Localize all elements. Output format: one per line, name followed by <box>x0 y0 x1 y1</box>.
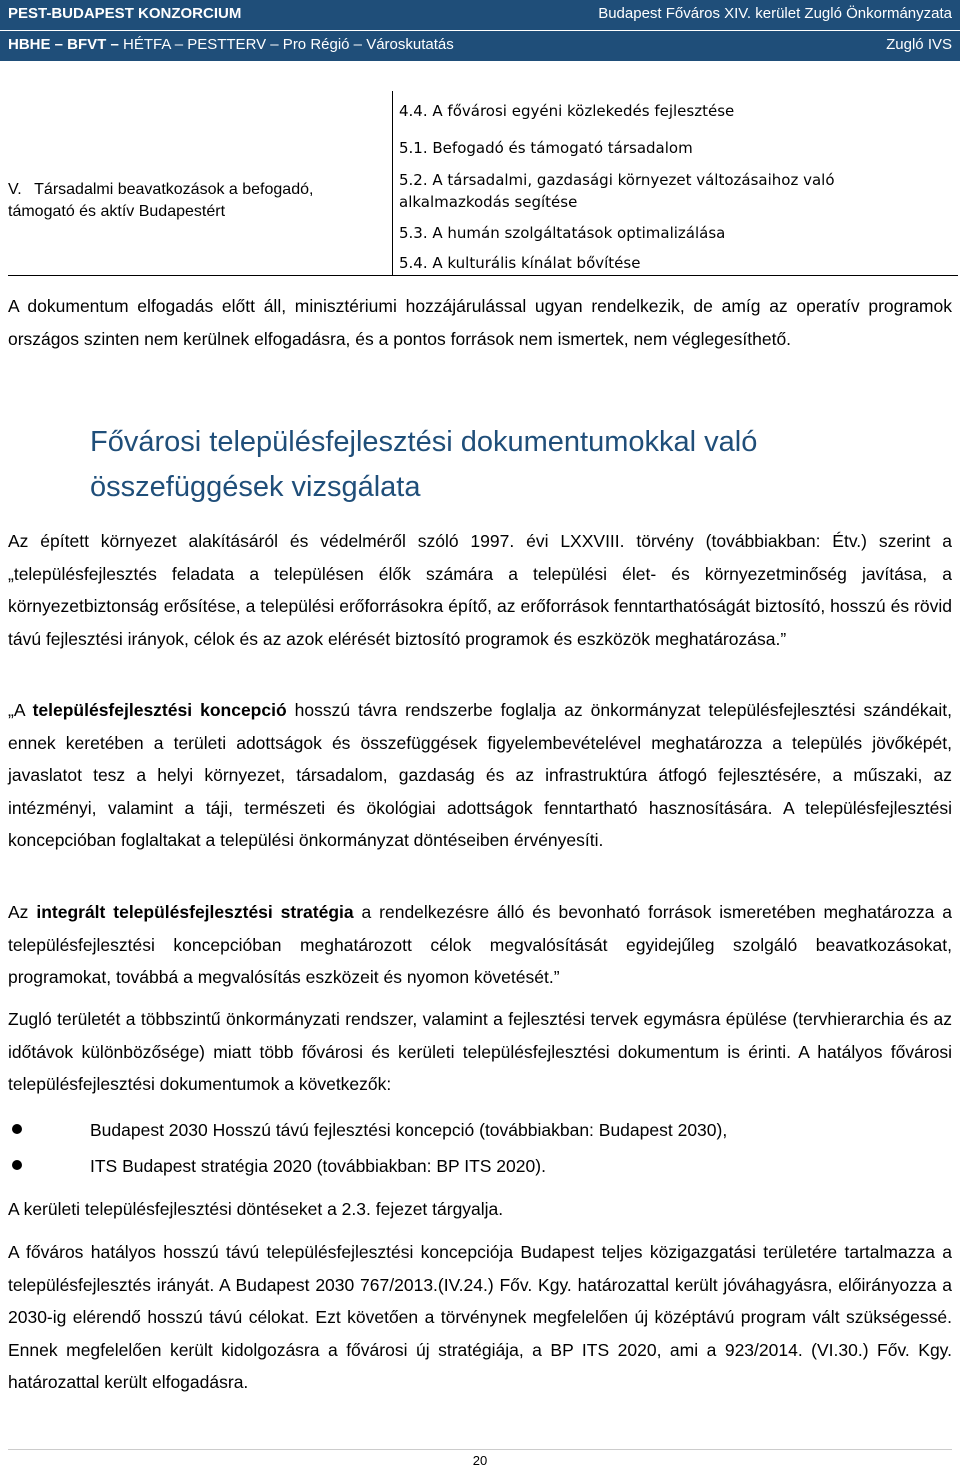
priorities-table <box>8 91 958 276</box>
list-item: 5.1. Befogadó és támogató társadalom <box>399 139 693 157</box>
paragraph-etv: Az épített környezet alakításáról és védelméről szóló 1997. évi LXXVIII. törvény (továbbiakban: Étv.) szerint a „településfejlesztés feladata a településen élők számára a települési élet- és környezetminőség javítása, a környezetbiztonság erősítése, a települési erőforrásokra építő, az erőforrások fenntarthatóságát biztosító, hosszú és rövid távú fejlesztési irányok, célok és az azok elérését biztosító programok és eszközök meghatározása.” <box>8 531 952 649</box>
bold-term: településfejlesztési koncepció <box>32 700 287 720</box>
heading-number <box>8 420 90 465</box>
text-run: a rendelkezésre álló és bevonható források ismeretében meghatározza a településfejlesztési koncepcióban meghatározott célok megvalósítását egyidejűleg szolgáló beavatkozásokat, programokat, továbbá a megvalósítás eszközeit és nyomon követését.” <box>8 902 952 987</box>
paragraph-koncepcio <box>8 694 952 857</box>
bullet-icon <box>12 1124 22 1134</box>
list-item: 4.4. A fővárosi egyéni közlekedés fejlesztése <box>399 102 735 120</box>
consortium-members: HBHE – BFVT – HÉTFA – PESTTERV – Pro Régió – Városkutatás <box>8 36 454 53</box>
table-bottom-border <box>8 275 958 276</box>
consortium-name: PEST-BUDAPEST KONZORCIUM <box>8 5 242 22</box>
section-heading <box>8 420 952 510</box>
list-item-text: Budapest 2030 Hosszú távú fejlesztési koncepció (továbbiakban: Budapest 2030), <box>90 1120 728 1140</box>
footer-divider <box>8 1449 952 1450</box>
heading-content <box>8 420 952 510</box>
text-run: hosszú távra rendszerbe foglalja az önkormányzat településfejlesztési szándékait, ennek keretében a területi adottságok és összefüggések figyelembevételével meghatározza a település jövőképét, javaslatot tesz a helyi környezet, társadalom, gazdaság és az infrastruktúra átfogó fejlesztésére, a műszaki, az intézményi, valamint a táji, természeti és ökológiai adottságok fenntartható hasznosítására. A településfejlesztési koncepcióban foglaltakat a települési önkormányzat döntéseiben érvényesíti. <box>8 700 952 850</box>
paragraph-kerulet: A kerületi településfejlesztési döntéseket a 2.3. fejezet tárgyalja. <box>8 1199 504 1219</box>
table-divider <box>392 91 393 276</box>
list-item <box>8 1148 952 1184</box>
priority-cell <box>8 179 378 223</box>
intro-paragraph: A dokumentum elfogadás előtt áll, minisztériumi hozzájárulással ugyan rendelkezik, de amíg az operatív programok országos szinten nem kerülnek elfogadásra, és a pontos források nem ismertek, nem véglegesíthető. <box>8 296 952 349</box>
paragraph-zuglo: Zugló területét a többszintű önkormányzati rendszer, valamint a fejlesztési tervek egymásra épülése (tervhierarchia és az időtávok különbözősége) miatt több fővárosi és kerületi településfejlesztési dokumentum is érinti. A hatályos fővárosi településfejlesztési dokumentumok a következők: <box>8 1009 952 1094</box>
paragraph-fovaros: A főváros hatályos hosszú távú településfejlesztési koncepciója Budapest teljes közigazgatási területére tartalmazza a településfejlesztés irányát. A Budapest 2030 767/2013.(IV.24.) Főv. Kgy. határozattal került jóváhagyásra, előirányozza a 2030-ig elérendő hosszú távú célokat. Ezt követően a törvénynek megfelelően új középtávú program vált szükségessé. Ennek megfelelően került kidolgozásra a fővárosi új stratégiája, a BP ITS 2020, ami a 923/2014. (VI.30.) Főv. Kgy. határozattal került elfogadásra. <box>8 1242 952 1392</box>
bullet-list <box>8 1112 952 1184</box>
document-name: Zugló IVS <box>886 36 952 53</box>
list-item: 5.2. A társadalmi, gazdasági környezet változásaihoz való alkalmazkodás segítése <box>399 171 835 211</box>
page-number: 20 <box>472 1453 488 1468</box>
header-row-1 <box>0 0 960 30</box>
bold-term: integrált településfejlesztési stratégia <box>36 902 354 922</box>
list-item: 5.3. A humán szolgáltatások optimalizálása <box>399 224 726 242</box>
header-row-2 <box>0 31 960 61</box>
text-run: „A <box>8 700 33 720</box>
priority-number: V. <box>8 181 22 198</box>
client-name: Budapest Főváros XIV. kerület Zugló Önkormányzata <box>598 5 952 22</box>
text-run: Az <box>8 902 37 922</box>
paragraph-strategia <box>8 896 952 994</box>
heading-text: Fővárosi településfejlesztési dokumentumokkal való összefüggések vizsgálata <box>90 426 758 503</box>
members-rest: HÉTFA – PESTTERV – Pro Régió – Városkutatás <box>123 36 454 53</box>
list-item: 5.4. A kulturális kínálat bővítése <box>399 254 641 272</box>
list-item <box>8 1112 952 1148</box>
bullet-icon <box>12 1160 22 1170</box>
page-header <box>0 0 960 66</box>
priority-title: Társadalmi beavatkozások a befogadó, támogató és aktív Budapestért <box>8 181 314 220</box>
list-item-text: ITS Budapest stratégia 2020 (továbbiakban: BP ITS 2020). <box>90 1156 546 1176</box>
